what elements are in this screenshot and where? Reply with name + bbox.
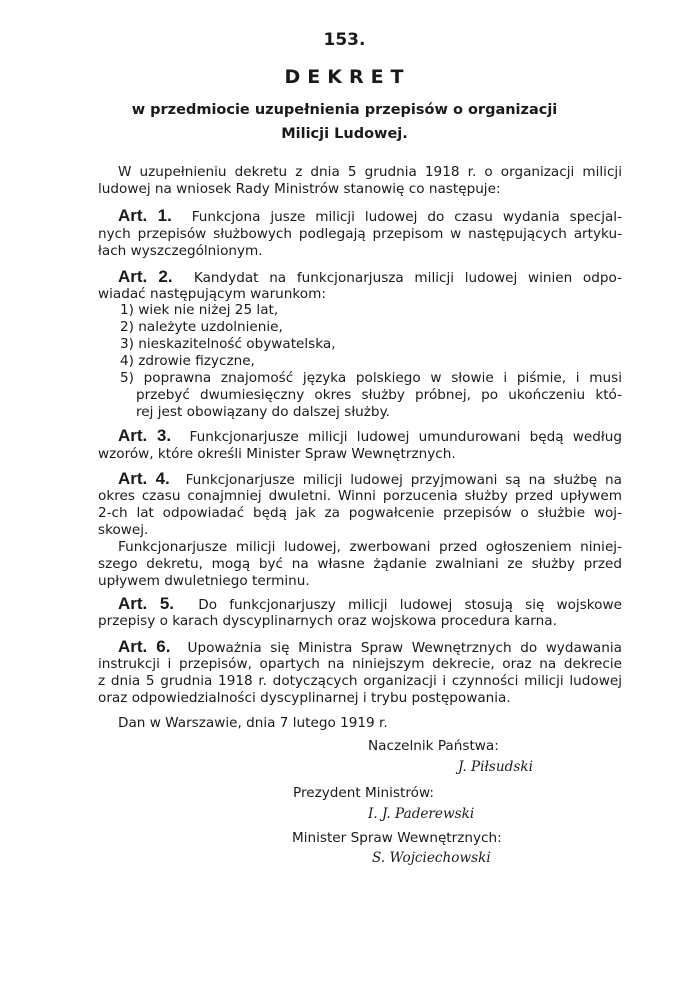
- list-item: 2) należyte uzdolnienie,: [120, 319, 283, 335]
- art4-line: szego dekretu, mogą być na własne żądanie zwalniani ze służby przed: [98, 556, 622, 572]
- art1-first-line: Art. 1. Funkcjona jusze milicji ludowej do czasu wydania specjal-: [118, 206, 622, 225]
- art4-first-line: Art. 4. Funkcjonarjusze milicji ludowej przyjmowani są na służbę na: [118, 469, 622, 488]
- signature-name: I. J. Paderewski: [368, 806, 475, 822]
- art6-first-line: Art. 6. Upoważnia się Ministra Spraw Wewnętrznych do wydawania: [118, 637, 622, 656]
- subtitle-line-2: Milicji Ludowej.: [281, 126, 408, 142]
- art1-line: łach wyszczególnionym.: [98, 243, 263, 259]
- art5-line: przepisy o karach dyscyplinarnych oraz wojskowa procedura karna.: [98, 613, 557, 629]
- art4-line: upływem dwuletniego terminu.: [98, 573, 310, 589]
- art5-first-line: Art. 5. Do funkcjonarjuszy milicji ludowej stosują się wojskowe: [118, 594, 622, 613]
- list-item-cont: przebyć dwumiesięczny okres służby próbnej, po ukończeniu któ-: [136, 387, 622, 403]
- preamble-line: W uzupełnieniu dekretu z dnia 5 grudnia 1918 r. o organizacji milicji: [118, 164, 622, 180]
- signature-role: Minister Spraw Wewnętrznych:: [292, 830, 502, 846]
- article-label: Art. 1.: [118, 206, 172, 225]
- art4-line: 2-ch lat odpowiadać będą jak za pogwałcenie przepisów o służbie woj-: [98, 505, 622, 521]
- art2-first-line: Art. 2. Kandydat na funkcjonarjusza milicji ludowej winien odpo-: [118, 267, 622, 286]
- preamble-line: ludowej na wniosek Rady Ministrów stanowię co następuje:: [98, 181, 501, 197]
- art1-line: nych przepisów służbowych podlegają przepisom w następujących artyku-: [98, 226, 622, 242]
- page-number: 153.: [323, 30, 366, 50]
- article-label: Art. 3.: [118, 426, 172, 445]
- list-item: 1) wiek nie niżej 25 lat,: [120, 302, 279, 318]
- art2-line: wiadać następującym warunkom:: [98, 286, 326, 302]
- art6-line: z dnia 5 grudnia 1918 r. dotyczących organizacji i czynności milicji ludowej: [98, 673, 622, 689]
- article-label: Art. 6.: [118, 637, 171, 656]
- art6-line: instrukcji i przepisów, opartych na niniejszym dekrecie, oraz na dekrecie: [98, 656, 622, 672]
- list-item: 3) nieskazitelność obywatelska,: [120, 336, 336, 352]
- art3-line: wzorów, które określi Minister Spraw Wewnętrznych.: [98, 446, 456, 462]
- list-item: 4) zdrowie fizyczne,: [120, 353, 255, 369]
- document-title: DEKRET: [284, 66, 411, 88]
- art4-line: skowej.: [98, 522, 149, 538]
- list-item-cont: rej jest obowiązany do dalszej służby.: [136, 404, 390, 420]
- signature-name: J. Piłsudski: [458, 759, 533, 775]
- article-label: Art. 5.: [118, 594, 174, 613]
- subtitle-line-1: w przedmiocie uzupełnienia przepisów o organizacji: [131, 102, 558, 118]
- art6-line: oraz odpowiedzialności dyscyplinarnej i trybu postępowania.: [98, 690, 511, 706]
- article-label: Art. 4.: [118, 469, 170, 488]
- art4-line: Funkcjonarjusze milicji ludowej, zwerbowani przed ogłoszeniem niniej-: [118, 539, 622, 555]
- art4-line: okres czasu conajmniej dwuletni. Winni porzucenia służby przed upływem: [98, 488, 622, 504]
- signature-role: Naczelnik Państwa:: [368, 738, 499, 754]
- date-line: Dan w Warszawie, dnia 7 lutego 1919 r.: [118, 715, 388, 731]
- list-item: 5) poprawna znajomość języka polskiego w słowie i piśmie, i musi: [120, 370, 622, 386]
- signature-role: Prezydent Ministrów:: [293, 785, 434, 801]
- signature-name: S. Wojciechowski: [372, 850, 491, 866]
- art3-first-line: Art. 3. Funkcjonarjusze milicji ludowej umundurowani będą według: [118, 426, 622, 445]
- article-label: Art. 2.: [118, 267, 173, 286]
